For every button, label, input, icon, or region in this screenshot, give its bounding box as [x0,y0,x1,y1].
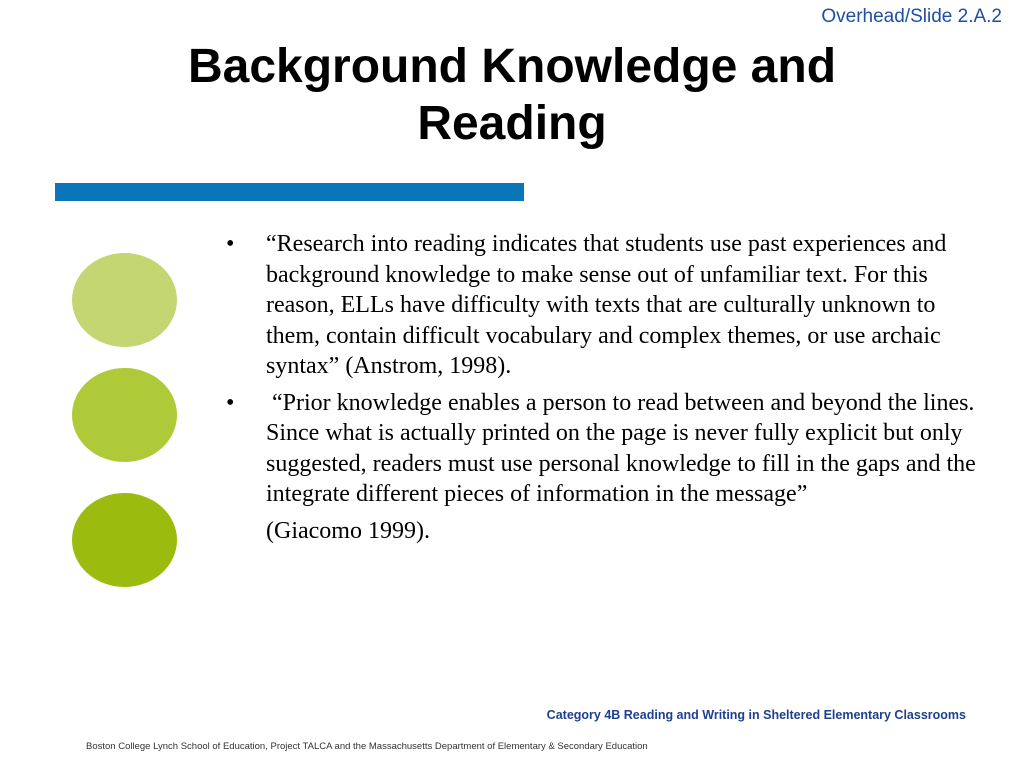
citation-giacomo: (Giacomo 1999). [266,517,430,544]
decorative-circle-light [72,253,177,347]
slide-title-line-2: Reading [417,97,607,150]
quote-giacomo: “Prior knowledge enables a person to read between and beyond the lines. Since what is actually printed on the page is never fully explicit but only suggested, readers must use personal knowledge to fill in the gaps and the integrate different pieces of information in the message” [266,389,987,507]
bullet-marker: • [226,389,235,416]
quote-anstrom: “Research into reading indicates that students use past experiences and background knowledge to make sense out of unfamiliar text. For this reason, ELLs have difficulty with texts that are culturally unknown to them, contain difficult vocabulary and complex themes, or use archaic syntax” (Anstrom, 1998). [266,231,947,379]
slide-title [110,38,914,152]
bullet-list [226,229,986,546]
decorative-circle-medium [72,368,177,462]
decorative-circle-dark [72,493,177,587]
list-item [226,229,986,382]
bullet-marker: • [226,231,235,257]
slide-title-line-1: Background Knowledge and [187,40,837,93]
footer-category-label: Category 4B Reading and Writing in Sheltered Elementary Classrooms [546,708,966,722]
slide-number-label: Overhead/Slide 2.A.2 [821,6,1002,27]
title-accent-bar [55,183,524,201]
list-item [226,388,986,510]
footer-institution-credit: Boston College Lynch School of Education, Project TALCA and the Massachusetts Department of Elementary & Secondary Education [86,741,648,752]
